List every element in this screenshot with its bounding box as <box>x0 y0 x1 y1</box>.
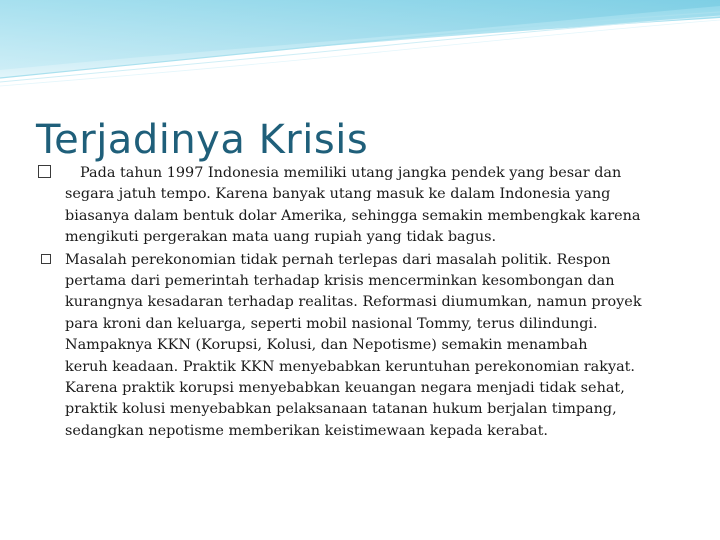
square-bullet-icon <box>38 165 51 178</box>
bullet-item <box>38 250 686 443</box>
slide-title: Terjadinya Krisis <box>36 116 369 163</box>
bullet-text: Masalah perekonomian tidak pernah terlepas dari masalah politik. Respon pertama dari pemerintah terhadap krisis mencerminkan kesombongan dan kurangnya kesadaran terhadap realitas. Reformasi diumumkan, namun proyek para kroni dan keluarga, seperti mobil nasional Tommy, terus dilindungi. Nampaknya KKN (Korupsi, Kolusi, dan Nepotisme) semakin menambah keruh keadaan. Praktik KKN menyebabkan keruntuhan perekonomian rakyat. Karena praktik korupsi menyebabkan keuangan negara menjadi tidak sehat, praktik kolusi menyebabkan pelaksanaan tatanan hukum berjalan timpang, sedangkan nepotisme memberikan keistimewaan kepada kerabat. <box>65 251 642 439</box>
header-banner <box>0 0 720 90</box>
square-bullet-icon <box>41 254 51 264</box>
bullet-text: Pada tahun 1997 Indonesia memiliki utang jangka pendek yang besar dan segara jatuh tempo. Karena banyak utang masuk ke dalam Indonesia yang biasanya dalam bentuk dolar Amerika, sehingga semakin membengkak karena mengikuti pergerakan mata uang rupiah yang tidak bagus. <box>65 165 641 246</box>
bullet-item <box>38 163 686 249</box>
slide-body <box>38 163 686 442</box>
